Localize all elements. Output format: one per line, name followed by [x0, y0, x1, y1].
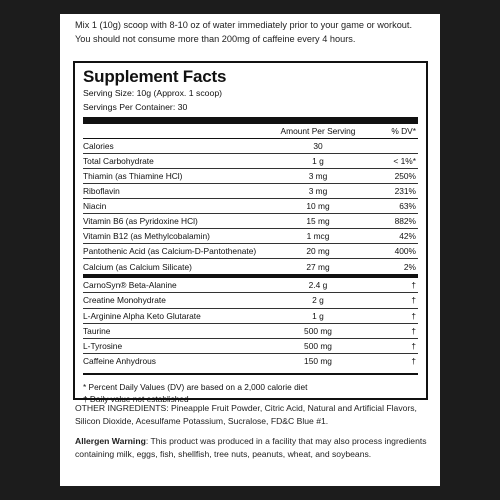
nutrient-dv: < 1%* — [393, 156, 416, 167]
nutrient-amount: 1 mcg — [306, 231, 330, 242]
nutrient-dv: † — [411, 310, 416, 321]
table-row — [83, 339, 418, 354]
supplement-facts-panel — [73, 61, 428, 405]
nutrient-amount: 2.4 g — [308, 280, 328, 291]
nutrient-dv: † — [411, 325, 416, 336]
blend-table — [83, 278, 418, 368]
table-row — [83, 169, 418, 184]
nutrient-name: Vitamin B12 (as Methylcobalamin) — [83, 231, 210, 242]
nutrient-name: L-Tyrosine — [83, 340, 123, 351]
nutrient-dv: 42% — [399, 231, 416, 242]
nutrient-name: Calcium (as Calcium Silicate) — [83, 261, 192, 272]
servings-per-container: Servings Per Container: 30 — [83, 101, 188, 112]
footnote-dagger: † Daily value not established — [83, 394, 189, 405]
nutrient-name: CarnoSyn® Beta-Alanine — [83, 280, 177, 291]
nutrient-dv: 231% — [394, 186, 416, 197]
table-row — [83, 154, 418, 169]
allergen-line: : This product was produced in a facility that may also process ingredients — [145, 436, 427, 446]
facts-title: Supplement Facts — [83, 67, 227, 86]
directions-line: Mix 1 (10g) scoop with 8-10 oz of water immediately prior to your game or workout. — [75, 20, 413, 30]
footnote-dv: * Percent Daily Values (DV) are based on a 2,000 calorie diet — [83, 381, 308, 392]
vitamin-table — [83, 139, 418, 274]
nutrient-amount: 500 mg — [304, 340, 332, 351]
nutrient-amount: 3 mg — [308, 171, 328, 182]
nutrient-dv: 882% — [394, 216, 416, 227]
nutrient-name: Taurine — [83, 325, 111, 336]
table-row — [83, 293, 418, 308]
nutrient-dv: 400% — [394, 246, 416, 257]
ingredients-line: Silicon Dioxide, Acesulfame Potassium, Sucralose, FD&C Blue #1. — [75, 416, 329, 426]
nutrient-name: Pantothenic Acid (as Calcium-D-Pantothenate) — [83, 246, 257, 257]
table-row — [83, 229, 418, 244]
nutrient-dv: 63% — [399, 201, 416, 212]
label-panel — [60, 14, 440, 486]
nutrient-amount: 3 mg — [308, 186, 328, 197]
nutrient-amount: 27 mg — [306, 261, 330, 272]
nutrient-name: L-Arginine Alpha Keto Glutarate — [83, 310, 201, 321]
nutrient-name: Riboflavin — [83, 186, 120, 197]
nutrient-amount: 1 g — [312, 156, 324, 167]
nutrient-dv: 250% — [394, 171, 416, 182]
nutrient-name: Creatine Monohydrate — [83, 295, 166, 306]
nutrient-dv: 2% — [403, 261, 416, 272]
table-row — [83, 354, 418, 369]
allergen-label: Allergen Warning — [75, 436, 146, 446]
nutrient-amount: 2 g — [312, 295, 324, 306]
facts-header-row — [83, 124, 418, 138]
other-ingredients — [75, 402, 435, 428]
header-dv: % DV* — [391, 126, 416, 136]
serving-size: Serving Size: 10g (Approx. 1 scoop) — [83, 88, 223, 98]
header-amount: Amount Per Serving — [280, 126, 356, 136]
nutrient-name: Total Carbohydrate — [83, 156, 154, 167]
nutrient-name: Thiamin (as Thiamine HCl) — [83, 171, 183, 182]
nutrient-amount: 20 mg — [306, 246, 330, 257]
nutrient-dv: † — [411, 280, 416, 291]
table-row — [83, 259, 418, 274]
nutrient-dv: † — [411, 340, 416, 351]
nutrient-amount: 500 mg — [304, 325, 332, 336]
table-row — [83, 199, 418, 214]
nutrient-name: Niacin — [83, 201, 107, 212]
nutrient-amount: 15 mg — [306, 216, 330, 227]
table-row — [83, 324, 418, 339]
ingredients-line: OTHER INGREDIENTS: Pineapple Fruit Powder, Citric Acid, Natural and Artificial Flavors, — [75, 403, 417, 413]
table-row — [83, 139, 418, 154]
nutrient-name: Vitamin B6 (as Pyridoxine HCl) — [83, 216, 198, 227]
table-row — [83, 214, 418, 229]
directions-text — [75, 18, 430, 46]
thick-rule — [83, 117, 418, 124]
nutrient-amount: 1 g — [312, 310, 324, 321]
table-row — [83, 184, 418, 199]
nutrient-dv: † — [411, 295, 416, 306]
nutrient-name: Caffeine Anhydrous — [83, 356, 156, 367]
allergen-line: containing milk, eggs, fish, shellfish, tree nuts, peanuts, wheat, and soybeans. — [75, 449, 372, 459]
nutrient-name: Calories — [83, 141, 114, 152]
nutrient-amount: 150 mg — [304, 356, 332, 367]
nutrient-amount: 30 — [313, 141, 323, 152]
directions-line: You should not consume more than 200mg of caffeine every 4 hours. — [75, 34, 356, 44]
nutrient-amount: 10 mg — [306, 201, 330, 212]
allergen-warning — [75, 435, 435, 461]
table-row — [83, 244, 418, 259]
table-row — [83, 278, 418, 293]
nutrient-dv: † — [411, 356, 416, 367]
table-row — [83, 309, 418, 324]
